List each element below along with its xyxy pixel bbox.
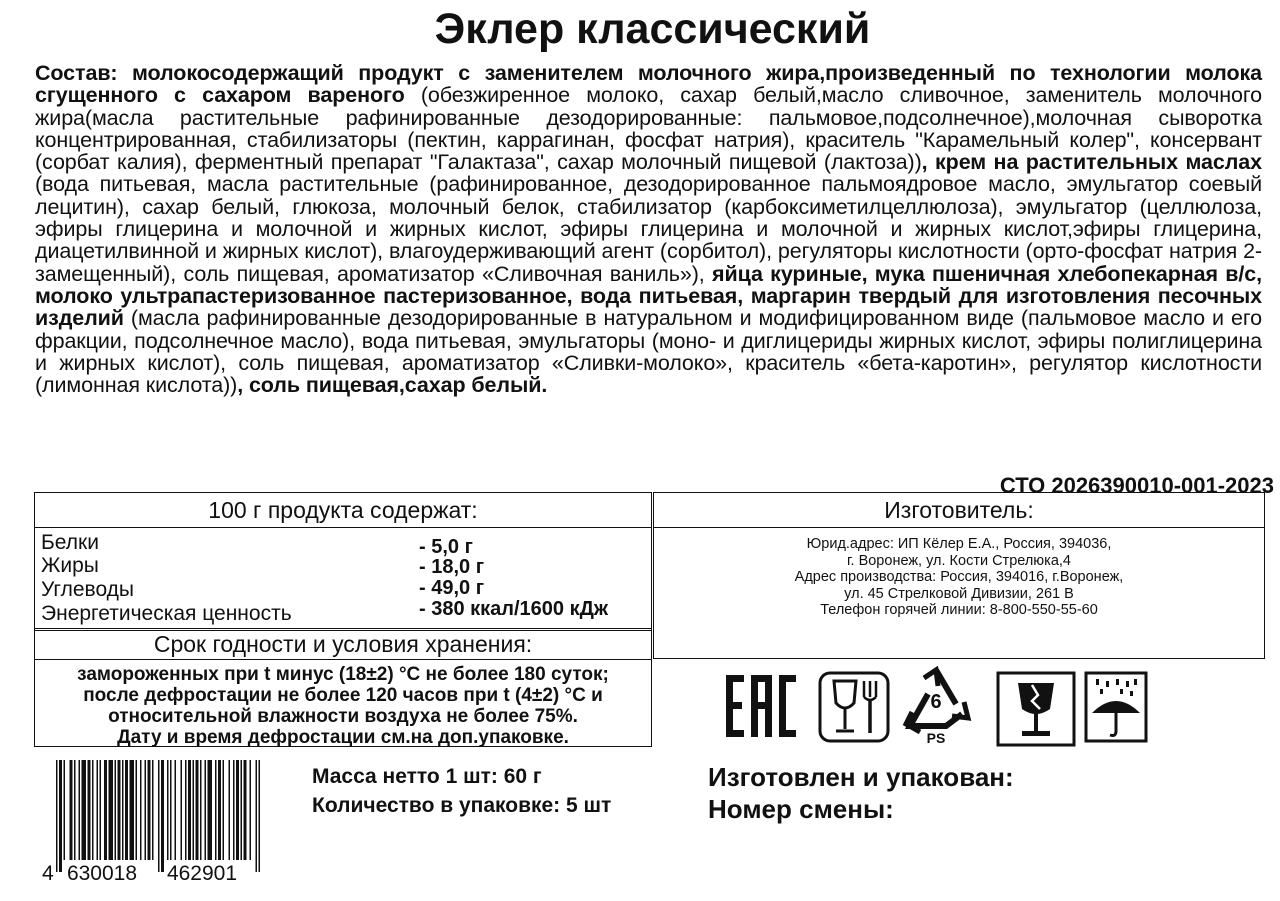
storage-heading: Срок годности и условия хранения: bbox=[34, 628, 652, 660]
barcode-bar bbox=[259, 760, 261, 872]
umbrella-icon bbox=[1084, 671, 1148, 743]
standard-number: СТО 2026390010-001-2023 bbox=[999, 473, 1274, 498]
barcode-bar bbox=[205, 760, 207, 860]
barcode-bar bbox=[109, 760, 114, 860]
barcode-bar bbox=[208, 760, 213, 860]
barcode-bar bbox=[196, 760, 199, 860]
eac-mark-icon bbox=[724, 673, 798, 739]
barcode-bar bbox=[200, 760, 202, 860]
barcode-bar bbox=[115, 760, 117, 860]
manufacturer-heading: Изготовитель: bbox=[653, 492, 1265, 528]
barcode-bar bbox=[136, 760, 138, 860]
barcode-bar bbox=[244, 760, 247, 860]
barcode-bar bbox=[167, 760, 169, 860]
barcode-bar bbox=[140, 760, 142, 860]
nutrition-label-fat: Жиры bbox=[41, 554, 99, 577]
barcode-bar bbox=[88, 760, 91, 860]
fragile-glass-icon bbox=[996, 671, 1076, 747]
recycle-icon bbox=[898, 666, 974, 746]
production-info bbox=[708, 761, 1014, 825]
barcode-bar bbox=[193, 760, 195, 860]
manufacturer-line-5: Телефон горячей линии: 8-800-550-55-60 bbox=[820, 602, 1098, 618]
barcode-bar bbox=[148, 760, 151, 860]
recycle-digit: 6 bbox=[930, 691, 942, 713]
nutrition-table bbox=[34, 527, 652, 631]
net-info bbox=[312, 762, 611, 820]
shift-number-label: Номер смены: bbox=[708, 794, 894, 824]
barcode-right-group: 462901 bbox=[166, 862, 238, 884]
made-packed-label: Изготовлен и упакован: bbox=[708, 762, 1014, 792]
manufacturer-line-2: г. Воронеж, ул. Кости Стрелюка,4 bbox=[847, 552, 1071, 569]
barcode-bar bbox=[92, 760, 94, 860]
barcode-left-group: 630018 bbox=[66, 862, 138, 884]
composition-normal-3: (масла рафинированные дезодорированные в натуральном и модифицированном виде (пальмовое масло и его фракции, подсолнечное масло), вода питьевая, эмульгаторы (моно- и диглицериды жирных кислот, эфиры полиглицерина и жирных кислот), соль пищевая, ароматизатор «Сливки-молоко», краситель «бета-каротин», регулятор кислотности (лимонная кислота)) bbox=[35, 306, 1262, 398]
barcode-bar bbox=[175, 760, 177, 860]
nutrition-heading: 100 г продукта содержат: bbox=[34, 492, 652, 528]
barcode-bar bbox=[223, 760, 225, 860]
barcode-bar bbox=[100, 760, 102, 860]
barcode-first-digit: 4 bbox=[42, 862, 54, 884]
barcode-bar bbox=[185, 760, 187, 860]
net-weight: Масса нетто 1 шт: 60 г bbox=[312, 765, 542, 788]
barcode-bar bbox=[118, 760, 121, 860]
manufacturer-line-4: ул. 45 Стрелковой Дивизии, 261 В bbox=[844, 585, 1074, 602]
composition-bold-2: , крем на растительных маслах bbox=[921, 150, 1262, 175]
barcode-bar bbox=[152, 760, 154, 860]
storage-line-1: замороженных при t минус (18±2) °С не более 180 суток; bbox=[77, 664, 609, 685]
barcode-bar bbox=[104, 760, 107, 860]
barcode-bar bbox=[229, 760, 231, 860]
nutrition-value-energy: - 380 ккал/1600 кДж bbox=[419, 598, 609, 620]
composition-text bbox=[35, 62, 1262, 396]
barcode-bar bbox=[59, 760, 62, 872]
barcode-bar bbox=[241, 760, 243, 860]
barcode-bar bbox=[130, 760, 135, 860]
nutrition-label-carbs: Углеводы bbox=[41, 578, 135, 601]
barcode-bar bbox=[158, 760, 160, 872]
barcode-bar bbox=[161, 760, 164, 872]
barcode-bar bbox=[74, 760, 76, 860]
barcode-bar bbox=[79, 760, 81, 860]
barcode-bar bbox=[56, 760, 58, 872]
storage-conditions bbox=[34, 659, 652, 747]
barcode-bar bbox=[218, 760, 221, 860]
composition-bold-4: , соль пищевая,сахар белый. bbox=[237, 373, 548, 398]
composition-normal-1: (обезжиренное молоко, сахар белый,масло сливочное, заменитель молочного жира(масла растительные рафинированные дезодорированные: пальмовое,подсолнечное),молочная сыворотка концентрированная, стабилизаторы (пектин, каррагинан, фосфат натрия), краситель "Карамельный колер", консервант (сорбат калия), ферментный препарат "Галактаза", сахар молочный пищевой (лактоза)) bbox=[35, 83, 1262, 175]
barcode-bar bbox=[250, 760, 252, 860]
barcode-bar bbox=[70, 760, 73, 860]
nutrition-value-protein: - 5,0 г bbox=[419, 536, 473, 558]
barcode-bar bbox=[181, 760, 183, 860]
barcode-bar bbox=[170, 760, 172, 860]
barcode-bar bbox=[64, 760, 66, 860]
nutrition-label-protein: Белки bbox=[41, 531, 99, 554]
composition-normal-2: (вода питьевая, масла растительные (рафинированное, дезодорированное пальмоядровое масло, эмульгатор соевый лецитин), сахар белый, глюкоза, молочный белок, стабилизатор (карбоксиметилцеллюлоза), эмульгатор (целлюлоза, эфиры глицерина и молочной и жирных кислот, эфиры глицерина и молочной и жирных кислот,эфиры глицерина, диацетилвинной и жирных кислот), влагоудерживающий агент (сорбитол), регуляторы кислотности (орто-фосфат натрия 2-замещенный), соль пищевая, ароматизатор «Сливочная ваниль»), bbox=[35, 172, 1262, 286]
composition-bold-1: Состав: молокосодержащий продукт с заменителем молочного жира,произведенный по технологии молока сгущенного с сахаром вареного bbox=[35, 61, 1262, 108]
barcode-bar bbox=[145, 760, 147, 860]
manufacturer-info bbox=[653, 527, 1265, 659]
barcode-bar bbox=[233, 760, 235, 860]
barcode-bar bbox=[125, 760, 128, 860]
barcode-bar bbox=[256, 760, 258, 872]
storage-line-4: Дату и время дефростации см.на доп.упаковке. bbox=[117, 727, 569, 748]
product-title: Эклер классический bbox=[434, 5, 871, 53]
pack-count: Количество в упаковке: 5 шт bbox=[312, 794, 612, 817]
manufacturer-line-1: Юрид.адрес: ИП Кёлер Е.А., Россия, 394036, bbox=[806, 536, 1112, 552]
manufacturer-line-3: Адрес производства: Россия, 394016, г.Воронеж, bbox=[794, 569, 1124, 585]
barcode-bar bbox=[122, 760, 124, 860]
nutrition-value-carbs: - 49,0 г bbox=[419, 577, 485, 599]
glass-fork-icon bbox=[818, 671, 890, 743]
nutrition-value-fat: - 18,0 г bbox=[419, 556, 485, 578]
storage-line-3: относительной влажности воздуха не более 75%. bbox=[108, 706, 578, 727]
storage-line-2: после дефростации не более 120 часов при t (4±2) °С и bbox=[83, 685, 603, 706]
composition-bold-3: яйца куриные, мука пшеничная хлебопекарная в/с, молоко ультрапастеризованное пастеризованное, вода питьевая, маргарин твердый для изготовления песочных изделий bbox=[35, 261, 1263, 331]
barcode-bar bbox=[82, 760, 87, 860]
barcode-bar bbox=[188, 760, 191, 860]
recycle-code: PS bbox=[926, 730, 946, 746]
nutrition-label-energy: Энергетическая ценность bbox=[41, 602, 292, 625]
barcode bbox=[42, 760, 264, 884]
barcode-bar bbox=[215, 760, 217, 860]
barcode-bar bbox=[236, 760, 239, 860]
barcode-bar bbox=[97, 760, 99, 860]
